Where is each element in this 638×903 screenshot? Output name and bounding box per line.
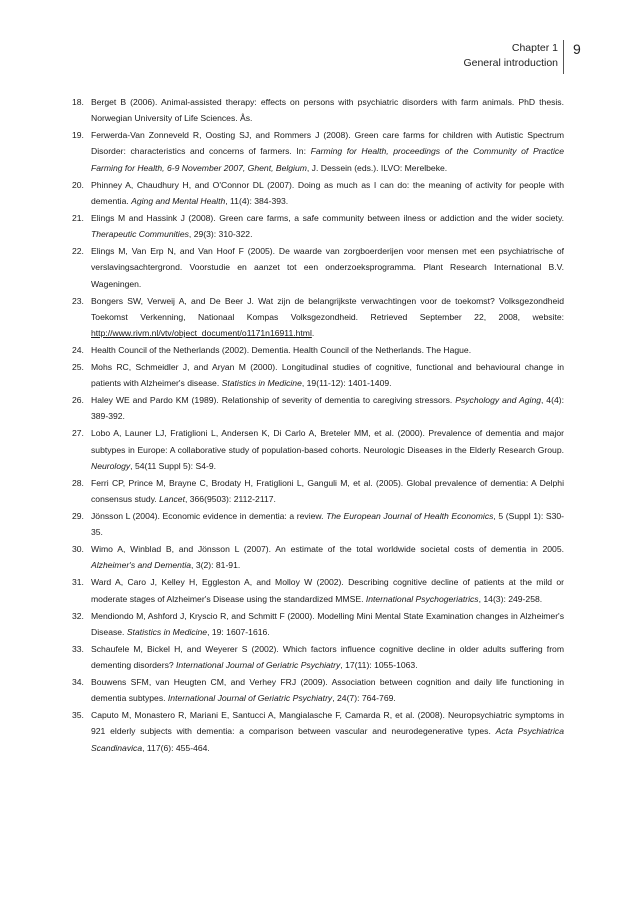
reference-item [72, 177, 564, 210]
reference-text-segment: , 19: 1607-1616. [207, 626, 270, 637]
reference-text [91, 246, 564, 289]
reference-item [72, 425, 564, 474]
reference-journal-title: Aging and Mental Health [131, 195, 226, 206]
reference-text [91, 644, 564, 670]
reference-journal-title: Farming for Health, proceedings of the Community of Practice Farming for Health, 6-9 November 2007, Ghent, Belgium [91, 146, 564, 173]
reference-text [91, 577, 564, 603]
reference-item [72, 707, 564, 756]
reference-journal-title: Neurology [91, 460, 131, 471]
reference-number: 23. [72, 295, 84, 306]
header-divider [563, 40, 564, 74]
reference-text-segment: Schaufele M, Bickel H, and Weyerer S (2002). Which factors influence cognitive decline in older adults suffering from dementing disorders? [91, 643, 564, 670]
reference-text-segment: Wimo A, Winblad B, and Jönsson L (2007). An estimate of the total worldwide societal costs of dementia in 2005. [91, 544, 564, 555]
reference-item [72, 94, 564, 127]
reference-number: 25. [72, 361, 84, 372]
reference-text-segment: , 24(7): 764-769. [332, 693, 396, 704]
reference-item [72, 293, 564, 342]
reference-text [91, 395, 564, 421]
reference-journal-title: International Psychogeriatrics [365, 593, 479, 604]
reference-text [91, 362, 564, 388]
reference-journal-title: Statistics in Medicine [221, 378, 302, 389]
reference-text [91, 710, 564, 753]
reference-url-link[interactable]: http://www.rivm.nl/vtv/object_document/o1171n16911.html [91, 328, 312, 339]
reference-number: 20. [72, 179, 84, 190]
reference-number: 31. [72, 577, 84, 588]
reference-item [72, 641, 564, 674]
reference-text [91, 478, 564, 504]
reference-text-segment: , J. Dessein (eds.). ILVO: Merelbeke. [306, 162, 448, 173]
reference-text-segment: , 5 (Suppl 1): S30-35. [91, 510, 564, 538]
reference-journal-title: International Journal of Geriatric Psychiatry [176, 660, 341, 670]
reference-number: 22. [72, 246, 84, 257]
reference-text [91, 130, 564, 173]
reference-text [91, 544, 564, 570]
reference-list [72, 94, 564, 757]
reference-number: 29. [72, 510, 84, 521]
reference-text-segment: Ferri CP, Prince M, Brayne C, Brodaty H, Fratiglioni L, Ganguli M, et al. (2005). Global prevalence of dementia: A Delphi consensus study. [91, 477, 564, 505]
reference-text-segment: Ward A, Caro J, Kelley H, Eggleston A, and Molloy W (2002). Describing cognitive decline of patients at the mild or moderate stages of Alzheimer's Disease using the standardized MMSE. [91, 577, 564, 604]
reference-number: 27. [72, 428, 84, 439]
reference-text [91, 511, 564, 537]
reference-text-segment: Bouwens SFM, van Heugten CM, and Verhey FRJ (2009). Association between cognition and daily life functioning in dementia subtypes. [91, 676, 564, 704]
reference-text-segment: Mohs RC, Schmeidler J, and Aryan M (2000). Longitudinal studies of cognitive, functional and behavioural change in patients with Alzheimer's disease. [91, 361, 564, 389]
reference-text [91, 345, 471, 355]
reference-number: 19. [72, 130, 84, 141]
reference-item [72, 508, 564, 541]
reference-number: 28. [72, 477, 84, 488]
reference-text [91, 296, 564, 339]
reference-text-segment: , 14(3): 249-258. [478, 593, 543, 604]
chapter-label: Chapter 1 [511, 42, 558, 54]
reference-number: 35. [72, 710, 84, 721]
reference-journal-title: Statistics in Medicine [126, 626, 208, 637]
reference-text-segment: Health Council of the Netherlands (2002). Dementia. Health Council of the Netherlands. The Hague. [91, 345, 472, 356]
reference-text-segment: , 3(2): 81-91. [191, 560, 241, 571]
reference-item [72, 574, 564, 607]
reference-text-segment: Elings M, Van Erp N, and Van Hoof F (2005). De waarde van zorgboerderijen voor mensen met een psychiatrische of verslavingsachtergrond. Voorstudie en aanzet tot een onderzoeksprogramma. Plant Research International B.V. Wageningen. [91, 246, 564, 289]
reference-text-segment: , 4(4): 389-392. [91, 395, 564, 422]
reference-journal-title: The European Journal of Health Economics [326, 510, 494, 521]
reference-text-segment: , 19(11-12): 1401-1409. [301, 378, 392, 389]
reference-text-segment: Caputo M, Monastero R, Mariani E, Santucci A, Mangialasche F, Camarda R, et al. (2008). Neuropsychiatric symptoms in 921 elderly subjects with dementia: a comparison between vascular and neurodegenerative types. [91, 710, 564, 737]
reference-number: 24. [72, 345, 84, 356]
reference-journal-title: International Journal of Geriatric Psychiatry [167, 693, 333, 704]
chapter-subtitle: General introduction [463, 57, 558, 69]
reference-text-segment: , 54(11 Suppl 5): S4-9. [130, 460, 216, 471]
reference-journal-title: Lancet [159, 494, 185, 505]
reference-journal-title: Acta Psychiatrica Scandinavica [91, 726, 564, 753]
reference-item [72, 127, 564, 176]
reference-item [72, 475, 564, 508]
reference-item [72, 541, 564, 574]
reference-text-segment: Berget B (2006). Animal-assisted therapy: effects on persons with psychiatric disorders with farm animals. PhD thesis. Norwegian University of Life Sciences. Ås. [91, 97, 564, 124]
reference-item [72, 674, 564, 707]
reference-item [72, 210, 564, 243]
reference-text-segment: . [311, 328, 315, 339]
reference-text [91, 677, 564, 703]
reference-number: 18. [72, 97, 84, 107]
reference-journal-title: Therapeutic Communities [91, 229, 189, 240]
reference-item [72, 243, 564, 292]
reference-text-segment: Phinney A, Chaudhury H, and O'Connor DL (2007). Doing as much as I can do: the meaning of activity for people with dementia. [91, 179, 564, 206]
reference-item [72, 392, 564, 425]
reference-text [91, 428, 564, 471]
reference-text-segment: Lobo A, Launer LJ, Fratiglioni L, Andersen K, Di Carlo A, Breteler MM, et al. (2000). Prevalence of dementia and major subtypes in Europe: A collaborative study of population-based cohorts. Neurologic Diseases in the Elderly Research Group. [91, 428, 564, 455]
reference-text-segment: Bongers SW, Verweij A, and De Beer J. Wat zijn de belangrijkste verwachtingen voor de toekomst? Volksgezondheid Toekomst Verkenning, Nationaal Kompas Volksgezondheid. Retrieved September 22, 2008, website: [91, 295, 564, 322]
running-header [463, 41, 558, 71]
reference-text-segment: Mendiondo M, Ashford J, Kryscio R, and Schmitt F (2000). Modelling Mini Mental State Examination changes in Alzheimer's Disease. [91, 610, 564, 637]
reference-text-segment: Jönsson L (2004). Economic evidence in dementia: a review. [91, 510, 327, 521]
reference-text-segment: , 11(4): 384-393. [225, 195, 289, 206]
reference-item [72, 342, 564, 358]
reference-text-segment: Ferwerda-Van Zonneveld R, Oosting SJ, and Rommers J (2008). Green care farms for children with Autistic Spectrum Disorder: characteristics and concerns of farmers. In: [91, 130, 564, 157]
reference-text [91, 611, 564, 637]
page-number: 9 [573, 41, 581, 57]
reference-text-segment: , 117(6): 455-464. [142, 742, 210, 753]
reference-text-segment: Haley WE and Pardo KM (1989). Relationship of severity of dementia to caregiving stressors. [91, 395, 456, 406]
reference-number: 34. [72, 676, 84, 687]
reference-text-segment: , 17(11): 1055-1063. [340, 660, 418, 670]
reference-text-segment: , 29(3): 310-322. [188, 229, 253, 240]
reference-journal-title: Alzheimer's and Dementia [91, 560, 192, 571]
reference-number: 32. [72, 610, 84, 621]
reference-number: 33. [72, 643, 84, 654]
reference-item [72, 359, 564, 392]
reference-number: 26. [72, 395, 84, 406]
reference-text [91, 97, 564, 123]
reference-text-segment: Elings M and Hassink J (2008). Green care farms, a safe community between ilness or addiction and the wider society. [91, 212, 564, 223]
reference-journal-title: Psychology and Aging [455, 395, 541, 406]
reference-text [91, 180, 564, 206]
reference-text-segment: , 366(9503): 2112-2117. [184, 494, 276, 505]
reference-number: 30. [72, 544, 84, 555]
reference-item [72, 608, 564, 641]
reference-number: 21. [72, 212, 84, 223]
reference-text [91, 213, 564, 239]
